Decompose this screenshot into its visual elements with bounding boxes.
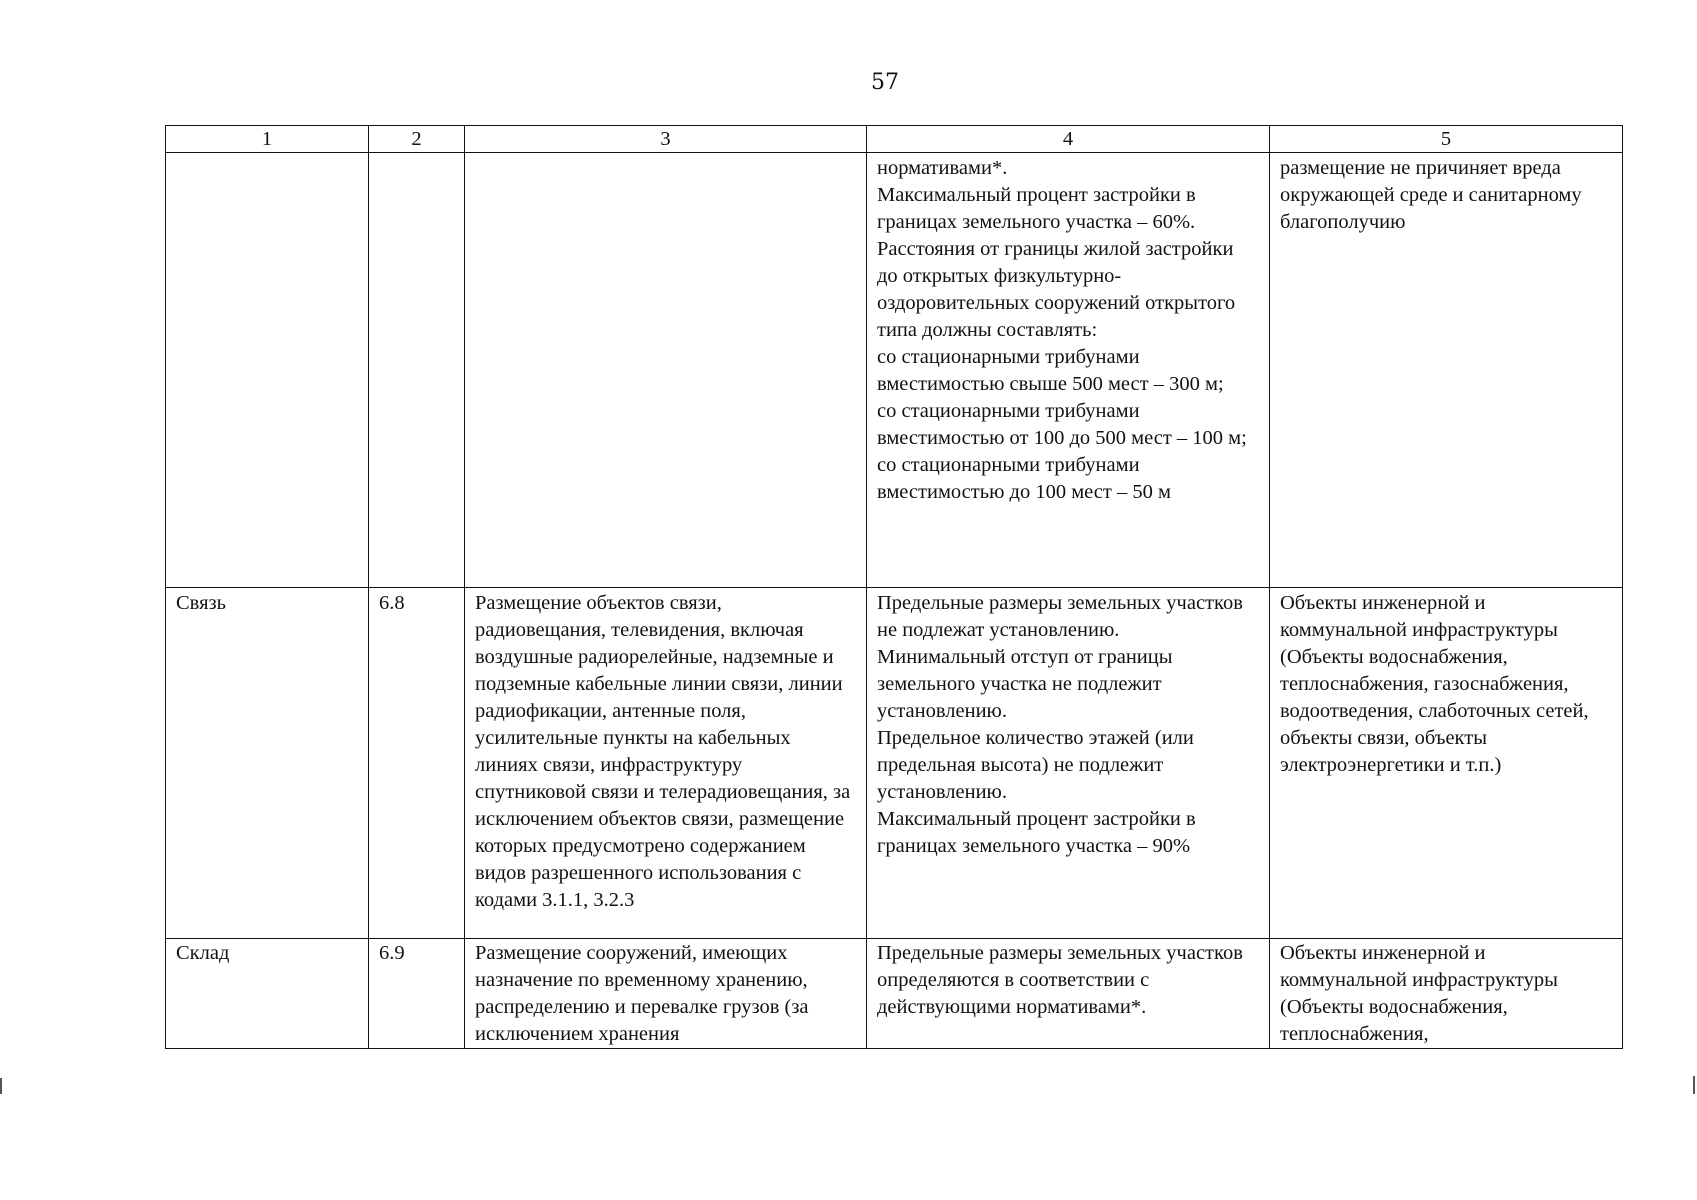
right-scan-edge-mark (1693, 1076, 1695, 1094)
use-type-cell: Склад (166, 939, 369, 1049)
auxiliary-uses-cell: размещение не причиняет вреда окружающей среде и санитарному благополучию (1270, 153, 1623, 588)
use-description-cell: Размещение объектов связи, радиовещания, телевидения, включая воздушные радиорелейные, надземные и подземные кабельные линии связи, линии радиофикации, антенные поля, усилительные пункты на кабельных линиях связи, инфраструктуру спутниковой связи и телерадиовещания, за исключением объектов связи, размещение которых предусмотрено содержанием видов разрешенного использования с кодами 3.1.1, 3.2.3 (465, 588, 867, 939)
auxiliary-uses-cell: Объекты инженерной и коммунальной инфраструктуры (Объекты водоснабжения, теплоснабжения, газоснабжения, водоотведения, слаботочных сетей, объекты связи, объекты электроэнергетики и т.п.) (1270, 588, 1623, 939)
column-header-3: 3 (465, 126, 867, 153)
use-code-cell: 6.9 (369, 939, 465, 1049)
column-header-5: 5 (1270, 126, 1623, 153)
parameters-cell: Предельные размеры земельных участков не подлежат установлению. Минимальный отступ от границы земельного участка не подлежит установлению. Предельное количество этажей (или предельная высота) не подлежит установлению. Максимальный процент застройки в границах земельного участка – 90% (867, 588, 1270, 939)
parameters-cell: Предельные размеры земельных участков определяются в соответствии с действующими нормативами*. (867, 939, 1270, 1049)
column-header-4: 4 (867, 126, 1270, 153)
use-type-cell (166, 153, 369, 588)
use-description-cell (465, 153, 867, 588)
use-code-cell (369, 153, 465, 588)
use-code-cell: 6.8 (369, 588, 465, 939)
column-header-2: 2 (369, 126, 465, 153)
header-row (166, 126, 1623, 153)
table-row (166, 153, 1623, 588)
table-row (166, 939, 1623, 1049)
parameters-cell: нормативами*. Максимальный процент застройки в границах земельного участка – 60%. Расстояния от границы жилой застройки до открытых физкультурно-оздоровительных сооружений открытого типа должны составлять: со стационарными трибунами вместимостью свыше 500 мест – 300 м; со стационарными трибунами вместимостью от 100 до 500 мест – 100 м; со стационарными трибунами вместимостью до 100 мест – 50 м (867, 153, 1270, 588)
auxiliary-uses-cell: Объекты инженерной и коммунальной инфраструктуры (Объекты водоснабжения, теплоснабжения, (1270, 939, 1623, 1049)
page-number: 57 (871, 70, 899, 95)
use-description-cell: Размещение сооружений, имеющих назначение по временному хранению, распределению и перевалке грузов (за исключением хранения (465, 939, 867, 1049)
left-scan-edge-mark (0, 1078, 2, 1094)
column-header-1: 1 (166, 126, 369, 153)
table-row (166, 588, 1623, 939)
zoning-table (165, 125, 1623, 1049)
use-type-cell: Связь (166, 588, 369, 939)
